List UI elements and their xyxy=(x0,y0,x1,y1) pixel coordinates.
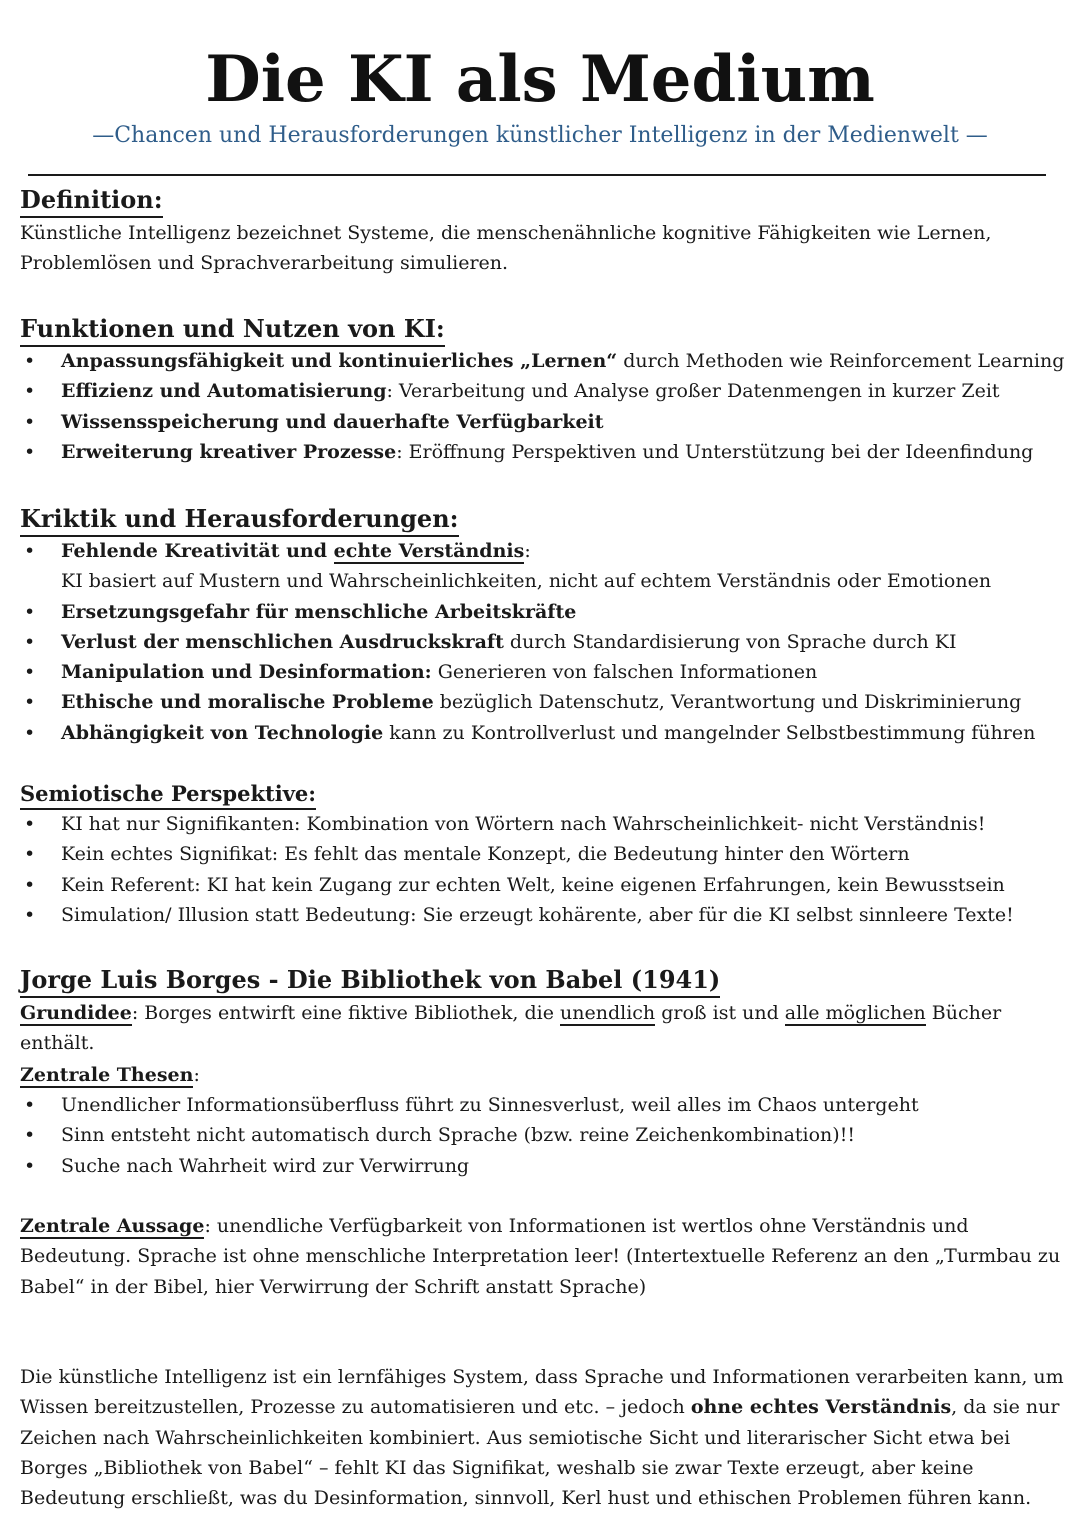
list-item xyxy=(20,718,1070,748)
definition-text: Künstliche Intelligenz bezeichnet Systeme, die menschenähnliche kognitive Fähigkeiten wie Lernen, Problemlösen und Sprachverarbeitung simulieren. xyxy=(20,222,992,275)
list-item xyxy=(20,809,1070,839)
borges-heading: Jorge Luis Borges - Die Bibliothek von Babel (1941) xyxy=(20,964,720,998)
bullet-icon: • xyxy=(24,843,36,866)
fazit-text: Die künstliche Intelligenz ist ein lernfähiges System, dass Sprache und Informationen verarbeiten kann, um Wissen bereitzustellen, Prozesse zu automatisieren und etc. – jedoch xyxy=(20,1366,1064,1419)
item-text: Unendlicher Informationsüberfluss führt zu Sinnesverlust, weil alles im Chaos untergeht xyxy=(61,1094,919,1116)
item-text: Kein echtes Signifikat: Es fehlt das mentale Konzept, die Bedeutung hinter den Wörtern xyxy=(61,843,910,866)
aussage-label: Zentrale Aussage xyxy=(20,1215,205,1237)
item-text: KI hat nur Signifikanten: Kombination von Wörtern nach Wahrscheinlichkeit- nicht Verständnis! xyxy=(61,813,986,835)
thesen-label: Zentrale Thesen xyxy=(20,1064,194,1086)
item-text: durch Methoden wie Reinforcement Learning xyxy=(617,350,1065,372)
list-item xyxy=(20,437,1070,467)
item-bold: Fehlende Kreativität und xyxy=(61,540,334,562)
bullet-icon: • xyxy=(24,440,36,463)
item-bold: Verlust der menschlichen Ausdruckskraft xyxy=(61,630,504,653)
list-item xyxy=(20,346,1070,376)
item-bold: Ersetzungsgefahr für menschliche Arbeitskräfte xyxy=(61,600,577,623)
title-divider xyxy=(28,174,1046,176)
thesen-colon: : xyxy=(193,1064,200,1086)
bullet-icon: • xyxy=(24,410,36,433)
grundidee-paragraph xyxy=(20,998,1070,1059)
bullet-icon: • xyxy=(24,813,36,835)
list-item xyxy=(20,597,1070,627)
page-title: Die KI als Medium xyxy=(205,42,875,117)
thesen-list xyxy=(20,1090,1070,1181)
grundidee-text: groß ist und xyxy=(655,1002,785,1024)
fazit-bold: ohne echtes Verständnis xyxy=(690,1396,952,1419)
item-text: Kein Referent: KI hat kein Zugang zur echten Welt, keine eigenen Erfahrungen, kein Bewusstsein xyxy=(61,873,1005,896)
thesen-heading xyxy=(20,1060,1065,1090)
item-bold: Wissensspeicherung und dauerhafte Verfügbarkeit xyxy=(61,410,604,433)
item-colon: : xyxy=(524,540,531,562)
list-item xyxy=(20,1151,1070,1181)
item-text: durch Standardisierung von Sprache durch KI xyxy=(503,630,957,653)
bullet-icon: • xyxy=(24,600,36,623)
item-text: Suche nach Wahrheit wird zur Verwirrung xyxy=(61,1154,470,1177)
item-text: Simulation/ Illusion statt Bedeutung: Sie erzeugt kohärente, aber für die KI selbst sinnleere Texte! xyxy=(61,903,1014,926)
semiotik-list xyxy=(20,809,1070,930)
item-bold-underlined: echte Verständnis xyxy=(333,540,525,562)
list-item xyxy=(20,870,1070,900)
item-text: : Verarbeitung und Analyse großer Datenmengen in kurzer Zeit xyxy=(386,380,1000,403)
fazit-paragraph xyxy=(20,1362,1065,1513)
bullet-icon: • xyxy=(24,380,36,403)
bullet-icon: • xyxy=(24,691,36,714)
list-item xyxy=(20,657,1070,687)
list-item xyxy=(20,627,1070,657)
bullet-icon: • xyxy=(24,873,36,896)
funktionen-list xyxy=(20,346,1070,467)
funktionen-heading: Funktionen und Nutzen von KI: xyxy=(20,313,445,347)
list-item xyxy=(20,1090,1070,1120)
grundidee-underlined-alle: alle möglichen xyxy=(784,1002,926,1024)
bullet-icon: • xyxy=(24,1124,36,1147)
kritik-list xyxy=(20,536,1070,748)
bullet-icon: • xyxy=(24,350,36,372)
bullet-icon: • xyxy=(24,1094,36,1116)
list-item xyxy=(20,839,1070,869)
item-text: kann zu Kontrollverlust und mangelnder Selbstbestimmung führen xyxy=(383,721,1036,744)
kritik-heading: Kriktik und Herausforderungen: xyxy=(20,503,459,537)
item-bold: Manipulation und Desinformation: xyxy=(61,661,432,684)
list-item xyxy=(20,376,1070,406)
item-bold: Erweiterung kreativer Prozesse xyxy=(61,440,397,463)
item-bold: Ethische und moralische Probleme xyxy=(61,691,434,714)
item-text: Sinn entsteht nicht automatisch durch Sprache (bzw. reine Zeichenkombination)!! xyxy=(61,1124,855,1147)
list-item xyxy=(20,1120,1070,1150)
grundidee-underlined-unendlich: unendlich xyxy=(560,1002,656,1024)
item-text: bezüglich Datenschutz, Verantwortung und Diskriminierung xyxy=(433,691,1022,714)
bullet-icon: • xyxy=(24,630,36,653)
page-subtitle: —Chancen und Herausforderungen künstlicher Intelligenz in der Medienwelt — xyxy=(92,123,988,148)
grundidee-text: : Borges entwirft eine fiktive Bibliothek, die xyxy=(131,1002,560,1024)
bullet-icon: • xyxy=(24,661,36,684)
fazit-text: , da sie nur Zeichen nach Wahrscheinlichkeiten kombiniert. Aus semiotische Sicht und literarischer Sicht etwa bei Borges „Bibliothek von Babel“ – fehlt KI das Signifikat, weshalb sie zwar Texte erzeugt, aber keine Bedeutung erschließt, was du Desinformation, sinnvoll, Kerl hust und ethischen Problemen führen kann. xyxy=(20,1396,1060,1510)
list-item xyxy=(20,536,1070,597)
bullet-icon: • xyxy=(24,540,36,562)
item-bold: Abhängigkeit von Technologie xyxy=(61,721,384,744)
list-item xyxy=(20,407,1070,437)
grundidee-label: Grundidee xyxy=(20,1002,132,1024)
item-bold: Anpassungsfähigkeit und kontinuierliches „Lernen“ xyxy=(61,350,618,372)
definition-heading: Definition: xyxy=(20,184,163,218)
grundidee-text: Bücher enthält. xyxy=(20,1002,1002,1055)
item-subtext: KI basiert auf Mustern und Wahrscheinlichkeiten, nicht auf echtem Verständnis oder Emotionen xyxy=(61,570,992,593)
aussage-paragraph xyxy=(20,1211,1065,1302)
bullet-icon: • xyxy=(24,1154,36,1177)
item-text: Generieren von falschen Informationen xyxy=(431,661,818,684)
bullet-icon: • xyxy=(24,903,36,926)
item-bold: Effizienz und Automatisierung xyxy=(61,380,387,403)
item-text: : Eröffnung Perspektiven und Unterstützung bei der Ideenfindung xyxy=(396,440,1034,463)
list-item xyxy=(20,687,1070,717)
bullet-icon: • xyxy=(24,721,36,744)
aussage-text: : unendliche Verfügbarkeit von Informationen ist wertlos ohne Verständnis und Bedeutung. Sprache ist ohne menschliche Interpretation leer! (Intertextuelle Referenz an den „Turmbau zu Babel“ in der Bibel, hier Verwirrung der Schrift anstatt Sprache) xyxy=(20,1215,1061,1298)
semiotik-heading: Semiotische Perspektive: xyxy=(20,780,316,810)
list-item xyxy=(20,900,1070,930)
